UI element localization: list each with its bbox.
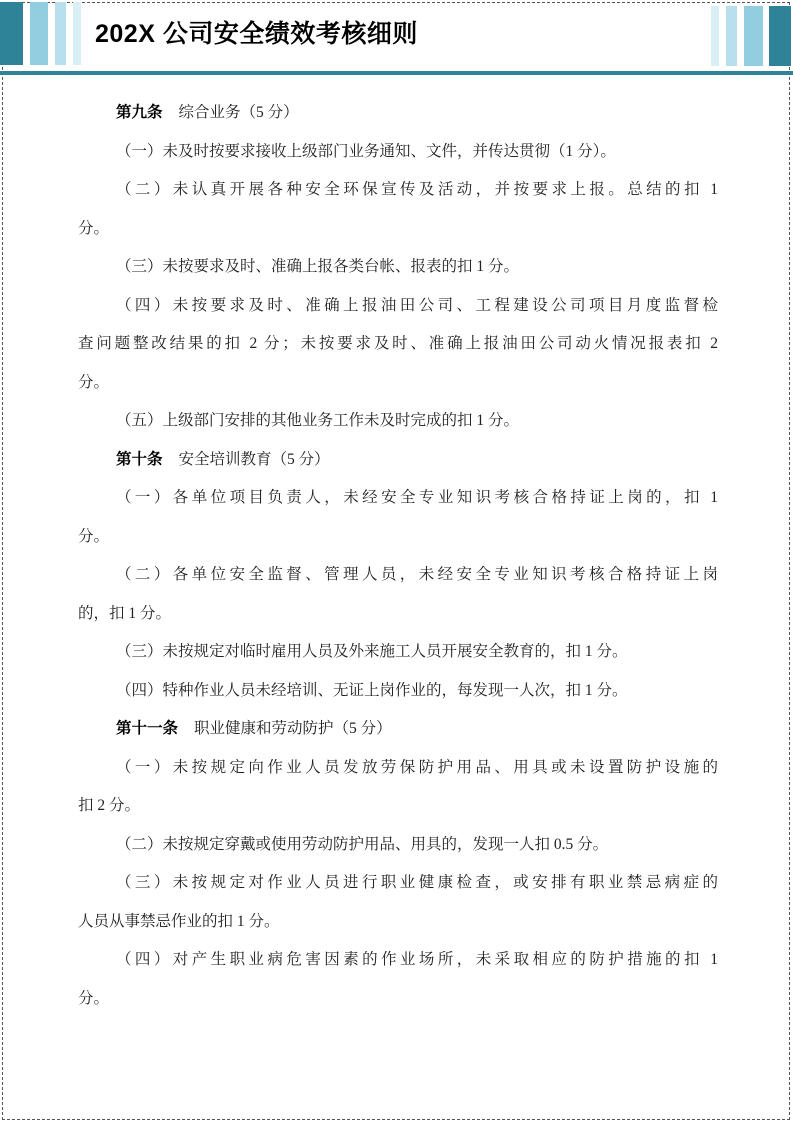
text-line: 分。	[78, 989, 110, 1007]
text-line: （五）上级部门安排的其他业务工作未及时完成的扣 1 分。	[116, 412, 520, 429]
text-line: （四）对产生职业病危害因素的作业场所，未采取相应的防护措施的扣 1	[116, 951, 718, 968]
header-bar	[769, 6, 791, 66]
text-line: 查问题整改结果的扣 2 分；未按要求及时、准确上报油田公司动火情况报表扣 2	[78, 335, 718, 352]
clause-paragraph	[78, 402, 718, 441]
text-line: （二）各单位安全监督、管理人员，未经安全专业知识考核合格持证上岗	[116, 566, 718, 583]
text-line: （三）未按规定对临时雇用人员及外来施工人员开展安全教育的，扣 1 分。	[116, 643, 628, 660]
section-title: 安全培训教育（5 分）	[178, 450, 330, 468]
text-line: （四）未按要求及时、准确上报油田公司、工程建设公司项目月度监督检	[116, 296, 718, 314]
clause-paragraph	[78, 287, 718, 403]
section-label: 第十一条	[116, 720, 179, 737]
section-label: 第九条	[116, 104, 163, 121]
header-bar	[744, 6, 763, 66]
text-line: 扣 2 分。	[78, 797, 141, 814]
text-line: （一）未按规定向作业人员发放劳保防护用品、用具或未设置防护设施的	[116, 758, 718, 776]
text-line: （一）各单位项目负责人，未经安全专业知识考核合格持证上岗的，扣 1	[116, 489, 718, 506]
header-bar	[0, 2, 23, 65]
page-title: 202X 公司安全绩效考核细则	[95, 20, 418, 48]
text-line: （三）未按要求及时、准确上报各类台帐、报表的扣 1 分。	[116, 258, 520, 275]
header-bar	[711, 6, 719, 66]
section-label: 第十条	[116, 450, 163, 468]
header-bar	[30, 2, 48, 65]
text-line: 分。	[78, 219, 110, 237]
section-title: 综合业务（5 分）	[178, 104, 299, 121]
header-bar	[55, 2, 66, 65]
clause-paragraph	[78, 826, 718, 865]
section-heading	[78, 710, 718, 749]
text-line: （三）未按规定对作业人员进行职业健康检查，或安排有职业禁忌病症的	[116, 874, 718, 891]
clause-paragraph	[78, 248, 718, 287]
text-line: 的，扣 1 分。	[78, 604, 172, 622]
clause-paragraph	[78, 864, 718, 941]
section-heading	[78, 94, 718, 133]
text-line: 分。	[78, 373, 110, 391]
clause-paragraph	[78, 171, 718, 248]
text-line: 分。	[78, 527, 110, 545]
section-heading	[78, 441, 718, 480]
clause-paragraph	[78, 133, 718, 172]
clause-paragraph	[78, 633, 718, 672]
clause-paragraph	[78, 749, 718, 826]
section-title: 职业健康和劳动防护（5 分）	[194, 720, 392, 737]
clause-paragraph	[78, 479, 718, 556]
header-bar	[726, 6, 737, 66]
text-line: （二）未认真开展各种安全环保宣传及活动，并按要求上报。总结的扣 1	[116, 181, 718, 198]
clause-paragraph	[78, 672, 718, 711]
text-line: 人员从事禁忌作业的扣 1 分。	[78, 912, 280, 930]
text-line: （一）未及时按要求接收上级部门业务通知、文件，并传达贯彻（1 分）。	[116, 142, 616, 160]
clause-paragraph	[78, 941, 718, 1018]
document-body	[78, 94, 718, 1018]
header-divider	[0, 71, 793, 75]
clause-paragraph	[78, 556, 718, 633]
header-bar	[73, 2, 81, 65]
text-line: （四）特种作业人员未经培训、无证上岗作业的，每发现一人次，扣 1 分。	[116, 681, 628, 699]
text-line: （二）未按规定穿戴或使用劳动防护用品、用具的，发现一人扣 0.5 分。	[116, 835, 609, 853]
